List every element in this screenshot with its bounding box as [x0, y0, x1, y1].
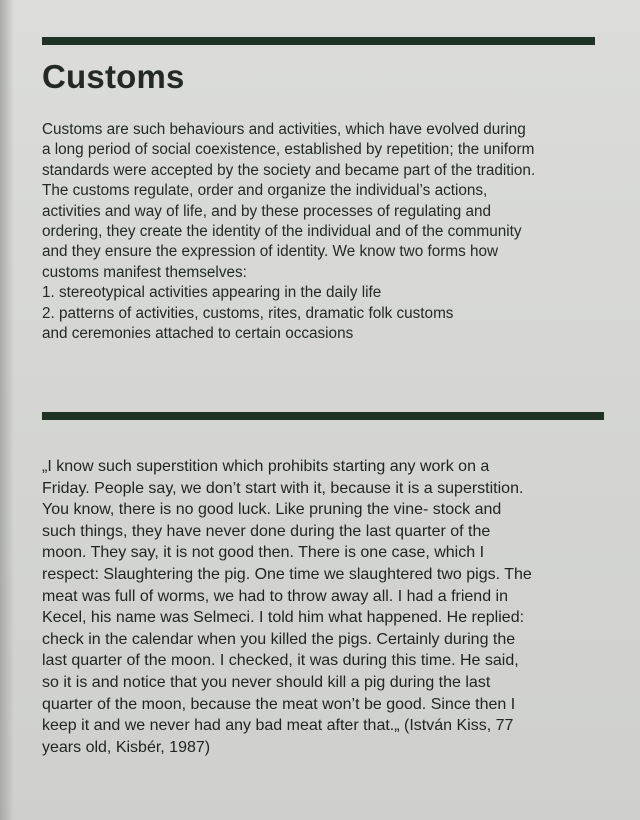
- quote-line: quarter of the moon, because the meat won’t be good. Since then I: [42, 695, 516, 713]
- testimony-quote: [42, 456, 607, 758]
- quote-line: You know, there is no good luck. Like pruning the vine- stock and: [42, 501, 502, 519]
- quote-line: „I know such superstition which prohibits starting any work on a: [42, 458, 490, 475]
- quote-attribution: years old, Kisbér, 1987): [42, 738, 211, 756]
- top-divider-bar: [42, 37, 595, 45]
- intro-line: standards were accepted by the society and became part of the tradition.: [42, 161, 536, 179]
- list-item: 1. stereotypical activities appearing in the daily life: [42, 284, 382, 302]
- quote-line: meat was full of worms, we had to throw away all. I had a friend in: [42, 587, 508, 605]
- intro-line: customs manifest themselves:: [42, 263, 247, 281]
- list-item-continuation: and ceremonies attached to certain occasions: [42, 325, 354, 343]
- list-item: 2. patterns of activities, customs, rites, dramatic folk customs: [42, 304, 454, 322]
- middle-divider-bar: [42, 412, 604, 420]
- intro-paragraph: [42, 120, 607, 344]
- quote-line: keep it and we never had any bad meat after that.„ (István Kiss, 77: [42, 717, 514, 735]
- panel-edge-shadow: [0, 0, 14, 820]
- quote-line: last quarter of the moon. I checked, it was during this time. He said,: [42, 652, 519, 670]
- intro-line: ordering, they create the identity of the individual and of the community: [42, 223, 522, 241]
- quote-line: moon. They say, it is not good then. There is one case, which I: [42, 544, 485, 562]
- quote-line: such things, they have never done during the last quarter of the: [42, 522, 491, 540]
- quote-line: so it is and notice that you never should kill a pig during the last: [42, 673, 491, 691]
- page-title: Customs: [42, 58, 185, 95]
- quote-line: Kecel, his name was Selmeci. I told him what happened. He replied:: [42, 609, 525, 627]
- intro-line: a long period of social coexistence, established by repetition; the uniform: [42, 141, 535, 159]
- quote-line: respect: Slaughtering the pig. One time we slaughtered two pigs. The: [42, 565, 532, 583]
- quote-line: check in the calendar when you killed the pigs. Certainly during the: [42, 630, 516, 648]
- intro-line: Customs are such behaviours and activities, which have evolved during: [42, 121, 526, 138]
- intro-line: The customs regulate, order and organize the individual’s actions,: [42, 182, 488, 200]
- intro-line: activities and way of life, and by these processes of regulating and: [42, 202, 491, 220]
- quote-line: Friday. People say, we don’t start with it, because it is a superstition.: [42, 479, 524, 497]
- intro-line: and they ensure the expression of identity. We know two forms how: [42, 243, 499, 261]
